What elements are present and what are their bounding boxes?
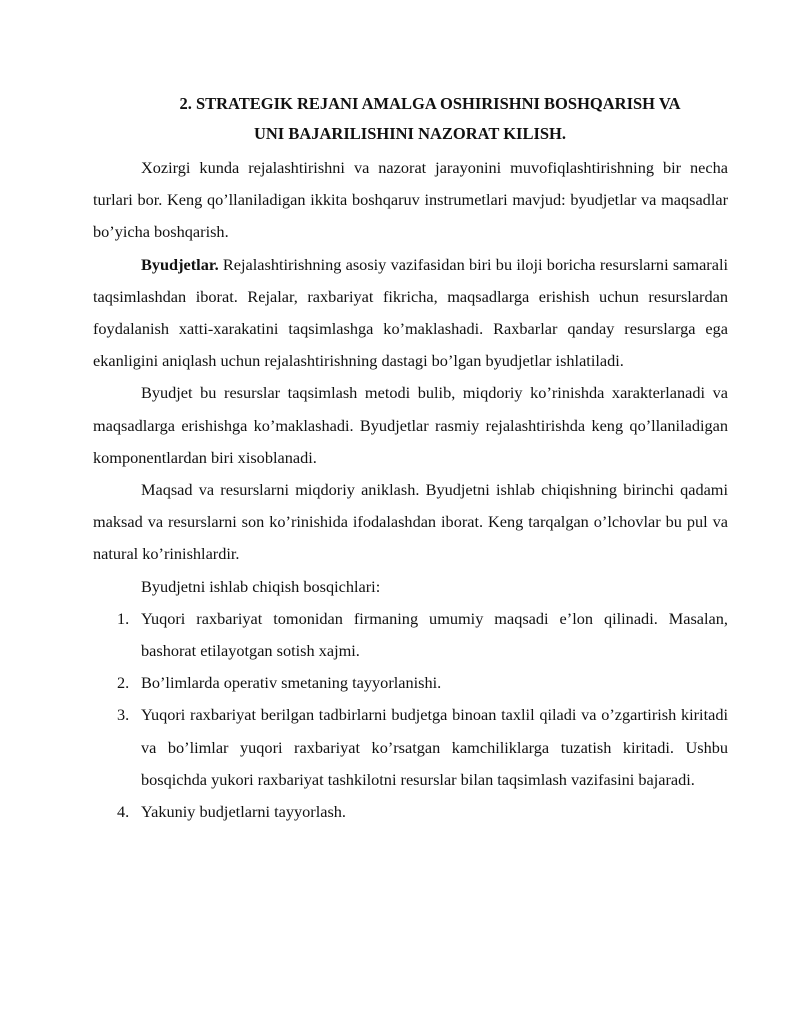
list-item-number: 2. (117, 673, 130, 693)
paragraph (93, 377, 728, 474)
list-item-text: Bo’limlarda operativ smetaning tayyorlanishi. (141, 673, 442, 693)
paragraph (93, 152, 728, 249)
section-title-line-1: 2. STRATEGIK REJANI AMALGA OSHIRISHNI BOSHQARISH VA (179, 94, 681, 113)
list-item (93, 603, 728, 667)
paragraph-text: Byudjetni ishlab chiqish bosqichlari: (141, 576, 381, 596)
paragraph-text: Byudjet bu resurslar taqsimlash metodi bulib, miqdoriy ko’rinishda xarakterlanadi va maqsadlarga erishishga ko’maklashadi. Byudjetlar rasmiy rejalashtirishda keng qo’llaniladigan komponentlardan biri xisoblanadi. (93, 383, 728, 467)
list-item-number: 3. (117, 705, 130, 725)
paragraph-text: Rejalashtirishning asosiy vazifasidan biri bu iloji boricha resurslarni samarali taqsimlashdan iborat. Rejalar, raxbariyat fikricha, maqsadlarga erishish uchun resurslardan foydalanish xatti-xarakatini taqsimlashga ko’maklashadi. Raxbarlar qanday resurslarga ega ekanligini aniqlash uchun rejalashtirishning dastagi bo’lgan byudjetlar ishlatiladi. (93, 254, 728, 371)
document-body (93, 152, 728, 828)
paragraph-text: Xozirgi kunda rejalashtirishni va nazorat jarayonini muvofiqlashtirishning bir necha turlari bor. Keng qo’llaniladigan ikkita boshqaruv instrumetlari mavjud: byudjetlar va maqsadlar bo’yicha boshqarish. (93, 158, 728, 242)
list-item-number: 4. (117, 802, 130, 822)
list-item (93, 796, 728, 828)
steps-list (93, 603, 728, 828)
paragraph-text: Maqsad va resurslarni miqdoriy aniklash. Byudjetni ishlab chiqishning birinchi qadami maksad va resurslarni son ko’rinishida ifodalashdan iborat. Keng tarqalgan o’lchovlar bu pul va natural ko’rinishlardir. (93, 480, 728, 564)
list-item-text: Yuqori raxbariyat berilgan tadbirlarni budjetga binoan taxlil qiladi va o’zgartirish kiritadi va bo’limlar yuqori raxbariyat ko’rsatgan kamchiliklarga tuzatish kiritadi. Ushbu bosqichda yukori raxbariyat tashkilotni resurslar bilan taqsimlash vazifasini bajaradi. (141, 705, 728, 789)
list-item-text: Yuqori raxbariyat tomonidan firmaning umumiy maqsadi e’lon qilinadi. Masalan, bashorat etilayotgan sotish xajmi. (141, 608, 728, 661)
list-item-number: 1. (117, 608, 130, 628)
list-item-text: Yakuniy budjetlarni tayyorlash. (141, 802, 347, 822)
paragraph (93, 249, 728, 378)
paragraph (93, 571, 728, 603)
list-item (93, 699, 728, 796)
list-item (93, 667, 728, 699)
section-title-line-2: UNI BAJARILISHINI NAZORAT KILISH. (253, 124, 567, 143)
paragraph-lead-term: Byudjetlar. (141, 254, 219, 274)
paragraph (93, 474, 728, 571)
